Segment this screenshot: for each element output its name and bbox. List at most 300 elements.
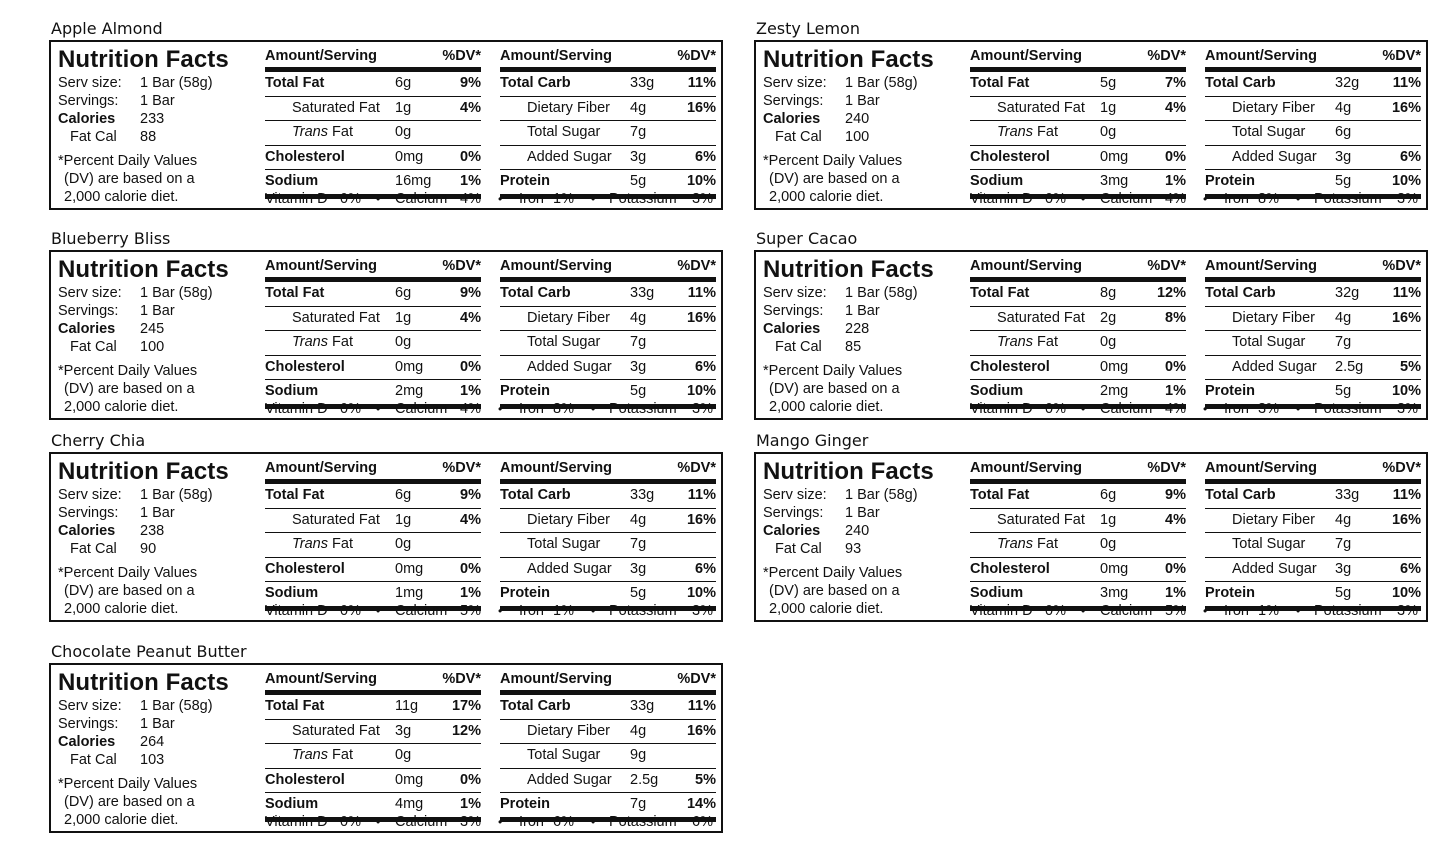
total-carb-label: Total Carb — [1205, 487, 1276, 503]
trans-fat-label — [292, 331, 353, 354]
column-header — [265, 256, 481, 282]
trans-fat-label — [292, 533, 353, 556]
serv-size-value: 1 Bar (58g) — [845, 75, 918, 91]
sodium-label: Sodium — [265, 383, 319, 399]
footnote-line: 2,000 calorie diet. — [769, 189, 884, 205]
added-sugar-row — [500, 146, 716, 171]
sodium-label: Sodium — [970, 585, 1024, 601]
sodium-amount: 3mg — [1100, 173, 1129, 189]
iron-label: Iron — [1224, 401, 1249, 417]
added-sugar-row — [1205, 558, 1421, 583]
iron-value: 1% — [553, 191, 574, 207]
fat-word: Fat — [328, 334, 353, 350]
total-sugar-row — [500, 533, 716, 558]
sodium-amount: 3mg — [1100, 585, 1129, 601]
total-carb-amount: 33g — [630, 75, 655, 91]
serv-size-label: Serv size: — [58, 487, 122, 503]
total-carb-label: Total Carb — [500, 285, 571, 301]
added-sugar-amount: 3g — [630, 560, 647, 577]
saturated-fat-amount: 1g — [395, 511, 412, 528]
nutrition-facts-title: Nutrition Facts — [58, 669, 229, 696]
saturated-fat-amount: 1g — [1100, 511, 1117, 528]
separator-dot: • — [591, 402, 596, 416]
column-header — [500, 669, 716, 695]
dv-header: %DV* — [1147, 460, 1186, 476]
trans-fat-amount: 0g — [1100, 536, 1117, 552]
cholesterol-row — [970, 146, 1186, 171]
total-sugar-label: Total Sugar — [527, 334, 601, 350]
calories-value: 238 — [140, 523, 165, 539]
cholesterol-row — [265, 356, 481, 381]
potassium-label: Potassium — [1314, 401, 1382, 417]
sodium-dv: 1% — [1165, 383, 1186, 399]
fat-nutrient-column — [970, 458, 1186, 611]
calories-label: Calories — [58, 523, 116, 539]
cholesterol-row — [265, 769, 481, 794]
trans-word: Trans — [997, 536, 1033, 552]
servings-label: Servings: — [763, 303, 824, 319]
vitamin-d-label: Vitamin D — [970, 401, 1033, 417]
dv-footnote — [58, 564, 258, 618]
potassium-label: Potassium — [609, 191, 677, 207]
trans-fat-label — [292, 121, 353, 144]
calories-value: 228 — [845, 321, 870, 337]
carb-nutrient-column — [1205, 256, 1421, 409]
trans-fat-row — [970, 121, 1186, 146]
total-carb-label: Total Carb — [500, 75, 571, 91]
serv-size-label: Serv size: — [58, 285, 122, 301]
dietary-fiber-amount: 4g — [1335, 99, 1352, 116]
sodium-dv: 1% — [460, 585, 481, 601]
fat-cal-label: Fat Cal — [70, 339, 117, 355]
vitamin-d-label: Vitamin D — [265, 401, 328, 417]
iron-label: Iron — [519, 814, 544, 830]
cholesterol-label: Cholesterol — [265, 148, 345, 165]
dv-header: %DV* — [677, 258, 716, 274]
trans-word: Trans — [292, 747, 328, 763]
trans-fat-amount: 0g — [395, 536, 412, 552]
carb-nutrient-column — [500, 46, 716, 199]
total-fat-dv: 9% — [460, 487, 481, 503]
dietary-fiber-label: Dietary Fiber — [527, 722, 610, 739]
serv-size-line — [58, 697, 258, 715]
total-sugar-label: Total Sugar — [1232, 124, 1306, 140]
total-carb-dv: 11% — [687, 75, 716, 91]
dietary-fiber-label: Dietary Fiber — [527, 99, 610, 116]
trans-fat-row — [265, 533, 481, 558]
sodium-amount: 2mg — [395, 383, 424, 399]
calcium-value: 4% — [460, 191, 481, 207]
product-name: Cherry Chia — [51, 431, 146, 450]
total-carb-dv: 11% — [1392, 75, 1421, 91]
calories-label: Calories — [763, 523, 821, 539]
footnote-line: *Percent Daily Values — [58, 565, 198, 581]
potassium-label: Potassium — [609, 401, 677, 417]
potassium-label: Potassium — [609, 814, 677, 830]
column-header — [1205, 46, 1421, 72]
cholesterol-label: Cholesterol — [265, 771, 345, 788]
protein-dv: 14% — [686, 796, 716, 812]
total-fat-dv: 9% — [1165, 487, 1186, 503]
potassium-value: 3% — [692, 401, 713, 417]
dietary-fiber-amount: 4g — [630, 511, 647, 528]
total-carb-amount: 33g — [1335, 487, 1360, 503]
iron-label: Iron — [1224, 191, 1249, 207]
nutrition-facts-label — [754, 250, 1428, 420]
saturated-fat-label: Saturated Fat — [997, 99, 1085, 116]
added-sugar-dv: 6% — [695, 148, 716, 165]
total-sugar-label: Total Sugar — [527, 536, 601, 552]
cholesterol-dv: 0% — [460, 358, 481, 375]
vitamin-d-value: 0% — [1045, 603, 1066, 619]
serv-size-label: Serv size: — [58, 698, 122, 714]
trans-fat-label — [997, 331, 1058, 354]
calcium-label: Calcium — [395, 814, 448, 830]
protein-dv: 10% — [686, 383, 716, 399]
separator-dot: • — [498, 402, 503, 416]
saturated-fat-row — [970, 509, 1186, 534]
vitamin-d-label: Vitamin D — [265, 814, 328, 830]
total-fat-row — [970, 72, 1186, 97]
potassium-label: Potassium — [609, 603, 677, 619]
servings-value: 1 Bar — [845, 303, 880, 319]
calories-value: 233 — [140, 111, 165, 127]
total-fat-dv: 9% — [460, 75, 481, 91]
product-name: Super Cacao — [756, 229, 858, 248]
calories-line — [58, 522, 258, 540]
fat-cal-label: Fat Cal — [775, 339, 822, 355]
dietary-fiber-label: Dietary Fiber — [527, 511, 610, 528]
fat-word: Fat — [328, 747, 353, 763]
dietary-fiber-row — [1205, 509, 1421, 534]
potassium-value: 3% — [1397, 401, 1418, 417]
fat-nutrient-column — [265, 46, 481, 199]
product-name: Zesty Lemon — [756, 19, 860, 38]
amount-serving-header: Amount/Serving — [500, 460, 612, 476]
fat-word: Fat — [1033, 536, 1058, 552]
calories-value: 264 — [140, 734, 165, 750]
potassium-value: 3% — [1397, 603, 1418, 619]
protein-amount: 5g — [1335, 173, 1352, 189]
servings-value: 1 Bar — [845, 505, 880, 521]
column-header — [265, 46, 481, 72]
total-sugar-amount: 7g — [630, 334, 647, 350]
iron-value: 8% — [553, 401, 574, 417]
column-header — [500, 256, 716, 282]
protein-amount: 5g — [1335, 383, 1352, 399]
amount-serving-header: Amount/Serving — [500, 258, 612, 274]
total-fat-amount: 5g — [1100, 75, 1117, 91]
saturated-fat-label: Saturated Fat — [997, 511, 1085, 528]
total-carb-amount: 32g — [1335, 75, 1360, 91]
calcium-label: Calcium — [395, 191, 448, 207]
cholesterol-row — [265, 146, 481, 171]
servings-label: Servings: — [58, 303, 119, 319]
total-sugar-amount: 7g — [630, 536, 647, 552]
footnote-line: (DV) are based on a — [769, 171, 900, 187]
vitamin-d-label: Vitamin D — [265, 603, 328, 619]
calcium-label: Calcium — [395, 603, 448, 619]
potassium-label: Potassium — [1314, 191, 1382, 207]
serv-size-line — [58, 284, 258, 302]
trans-word: Trans — [292, 334, 328, 350]
cholesterol-row — [970, 356, 1186, 381]
nutrition-facts-title: Nutrition Facts — [58, 256, 229, 283]
added-sugar-label: Added Sugar — [1232, 560, 1317, 577]
protein-amount: 7g — [630, 796, 647, 812]
total-sugar-row — [500, 121, 716, 146]
footnote-line: *Percent Daily Values — [58, 776, 198, 792]
total-sugar-label: Total Sugar — [1232, 536, 1306, 552]
nutrition-facts-title: Nutrition Facts — [58, 458, 229, 485]
cholesterol-amount: 0mg — [1100, 560, 1129, 577]
sodium-dv: 1% — [1165, 173, 1186, 189]
separator-dot: • — [591, 815, 596, 829]
sodium-dv: 1% — [1165, 585, 1186, 601]
saturated-fat-label: Saturated Fat — [997, 309, 1085, 326]
fat-cal-value: 85 — [845, 339, 862, 355]
serv-size-value: 1 Bar (58g) — [140, 285, 213, 301]
fat-cal-line — [763, 128, 963, 146]
amount-serving-header: Amount/Serving — [970, 258, 1082, 274]
dietary-fiber-dv: 16% — [686, 309, 716, 326]
amount-serving-header: Amount/Serving — [970, 48, 1082, 64]
protein-label: Protein — [1205, 585, 1255, 601]
dietary-fiber-amount: 4g — [630, 99, 647, 116]
sodium-dv: 1% — [460, 796, 481, 812]
calcium-label: Calcium — [395, 401, 448, 417]
label-summary-panel — [763, 46, 963, 206]
servings-line — [763, 302, 963, 320]
total-carb-row — [500, 72, 716, 97]
separator-dot: • — [1296, 604, 1301, 618]
dv-header: %DV* — [1382, 48, 1421, 64]
footnote-line: (DV) are based on a — [64, 381, 195, 397]
servings-value: 1 Bar — [140, 505, 175, 521]
dv-header: %DV* — [442, 460, 481, 476]
separator-dot: • — [1081, 192, 1086, 206]
total-carb-row — [500, 484, 716, 509]
saturated-fat-amount: 1g — [1100, 99, 1117, 116]
dv-header: %DV* — [677, 460, 716, 476]
added-sugar-amount: 3g — [630, 358, 647, 375]
carb-nutrient-column — [500, 669, 716, 822]
separator-dot: • — [1203, 402, 1208, 416]
label-summary-panel — [58, 669, 258, 829]
fat-nutrient-column — [265, 256, 481, 409]
servings-line — [58, 302, 258, 320]
separator-dot: • — [1296, 402, 1301, 416]
servings-line — [58, 504, 258, 522]
protein-label: Protein — [500, 383, 550, 399]
protein-dv: 10% — [1391, 383, 1421, 399]
vitamin-d-value: 0% — [340, 401, 361, 417]
total-fat-dv: 7% — [1165, 75, 1186, 91]
serv-size-value: 1 Bar (58g) — [845, 285, 918, 301]
sodium-dv: 1% — [460, 173, 481, 189]
nutrition-facts-title: Nutrition Facts — [58, 46, 229, 73]
calcium-value: 5% — [1165, 603, 1186, 619]
total-sugar-row — [1205, 331, 1421, 356]
calcium-value: 4% — [1165, 191, 1186, 207]
trans-word: Trans — [292, 124, 328, 140]
fat-word: Fat — [1033, 124, 1058, 140]
vitamins-minerals-line — [970, 190, 1422, 208]
total-fat-dv: 12% — [1156, 285, 1186, 301]
serv-size-line — [763, 284, 963, 302]
carb-nutrient-column — [1205, 458, 1421, 611]
total-carb-label: Total Carb — [500, 487, 571, 503]
total-sugar-row — [1205, 121, 1421, 146]
column-header — [970, 256, 1186, 282]
column-header — [265, 669, 481, 695]
added-sugar-amount: 3g — [630, 148, 647, 165]
footnote-line: 2,000 calorie diet. — [769, 601, 884, 617]
total-sugar-row — [1205, 533, 1421, 558]
fat-nutrient-column — [970, 256, 1186, 409]
fat-cal-value: 93 — [845, 541, 862, 557]
added-sugar-dv: 6% — [1400, 148, 1421, 165]
cholesterol-dv: 0% — [1165, 358, 1186, 375]
total-sugar-amount: 7g — [630, 124, 647, 140]
vitamins-minerals-line — [970, 602, 1422, 620]
total-fat-label: Total Fat — [265, 487, 325, 503]
trans-fat-amount: 0g — [395, 747, 412, 763]
dietary-fiber-row — [1205, 97, 1421, 122]
serv-size-line — [58, 486, 258, 504]
servings-label: Servings: — [763, 505, 824, 521]
added-sugar-label: Added Sugar — [527, 358, 612, 375]
saturated-fat-dv: 4% — [460, 309, 481, 326]
added-sugar-amount: 2.5g — [630, 771, 659, 788]
total-carb-row — [1205, 72, 1421, 97]
nutrition-facts-label — [49, 40, 723, 210]
servings-label: Servings: — [763, 93, 824, 109]
added-sugar-dv: 5% — [695, 771, 716, 788]
saturated-fat-dv: 4% — [1165, 511, 1186, 528]
serv-size-label: Serv size: — [763, 285, 827, 301]
total-sugar-amount: 6g — [1335, 124, 1352, 140]
separator-dot: • — [498, 604, 503, 618]
fat-cal-line — [58, 338, 258, 356]
added-sugar-dv: 6% — [1400, 560, 1421, 577]
saturated-fat-label: Saturated Fat — [292, 99, 380, 116]
footnote-line: *Percent Daily Values — [58, 363, 198, 379]
total-carb-row — [500, 695, 716, 720]
separator-dot: • — [498, 815, 503, 829]
column-header — [1205, 256, 1421, 282]
dietary-fiber-dv: 16% — [686, 511, 716, 528]
dv-header: %DV* — [442, 258, 481, 274]
servings-value: 1 Bar — [845, 93, 880, 109]
iron-value: 1% — [1258, 603, 1279, 619]
serv-size-value: 1 Bar (58g) — [140, 75, 213, 91]
footnote-line: (DV) are based on a — [64, 171, 195, 187]
dv-footnote — [58, 152, 258, 206]
total-carb-label: Total Carb — [1205, 285, 1276, 301]
dietary-fiber-dv: 16% — [686, 722, 716, 739]
amount-serving-header: Amount/Serving — [1205, 48, 1317, 64]
sodium-label: Sodium — [265, 173, 319, 189]
sodium-amount: 1mg — [395, 585, 424, 601]
serv-size-label: Serv size: — [58, 75, 122, 91]
footnote-line: (DV) are based on a — [769, 583, 900, 599]
iron-label: Iron — [519, 191, 544, 207]
iron-value: 8% — [1258, 191, 1279, 207]
saturated-fat-dv: 4% — [460, 99, 481, 116]
carb-nutrient-column — [1205, 46, 1421, 199]
separator-dot: • — [376, 192, 381, 206]
nutrition-facts-title: Nutrition Facts — [763, 256, 934, 283]
potassium-value: 3% — [1397, 191, 1418, 207]
total-fat-label: Total Fat — [970, 285, 1030, 301]
serv-size-label: Serv size: — [763, 75, 827, 91]
iron-label: Iron — [519, 401, 544, 417]
dietary-fiber-dv: 16% — [686, 99, 716, 116]
total-fat-row — [970, 282, 1186, 307]
saturated-fat-row — [265, 509, 481, 534]
vitamin-d-label: Vitamin D — [970, 603, 1033, 619]
potassium-value: 3% — [692, 603, 713, 619]
saturated-fat-row — [265, 97, 481, 122]
serv-size-label: Serv size: — [763, 487, 827, 503]
product-name: Chocolate Peanut Butter — [51, 642, 247, 661]
total-carb-amount: 33g — [630, 285, 655, 301]
dietary-fiber-amount: 4g — [630, 309, 647, 326]
total-fat-amount: 6g — [395, 487, 412, 503]
label-summary-panel — [763, 458, 963, 618]
footnote-line: 2,000 calorie diet. — [64, 601, 179, 617]
calories-line — [763, 522, 963, 540]
total-carb-dv: 11% — [687, 698, 716, 714]
trans-fat-row — [970, 331, 1186, 356]
total-fat-label: Total Fat — [265, 285, 325, 301]
saturated-fat-label: Saturated Fat — [292, 722, 380, 739]
total-sugar-amount: 9g — [630, 747, 647, 763]
dv-header: %DV* — [442, 48, 481, 64]
added-sugar-dv: 6% — [695, 358, 716, 375]
saturated-fat-dv: 8% — [1165, 309, 1186, 326]
iron-value: 1% — [553, 603, 574, 619]
total-fat-row — [970, 484, 1186, 509]
footnote-line: 2,000 calorie diet. — [769, 399, 884, 415]
total-carb-amount: 33g — [630, 698, 655, 714]
saturated-fat-amount: 3g — [395, 722, 412, 739]
total-sugar-amount: 7g — [1335, 536, 1352, 552]
servings-value: 1 Bar — [140, 93, 175, 109]
cholesterol-row — [970, 558, 1186, 583]
dv-footnote — [763, 564, 963, 618]
vitamins-minerals-line — [265, 602, 717, 620]
protein-dv: 10% — [1391, 585, 1421, 601]
total-fat-row — [265, 72, 481, 97]
vitamin-d-label: Vitamin D — [970, 191, 1033, 207]
sodium-label: Sodium — [265, 585, 319, 601]
added-sugar-row — [1205, 356, 1421, 381]
sodium-dv: 1% — [460, 383, 481, 399]
cholesterol-amount: 0mg — [395, 358, 424, 375]
potassium-label: Potassium — [1314, 603, 1382, 619]
calories-label: Calories — [763, 111, 821, 127]
added-sugar-dv: 5% — [1400, 358, 1421, 375]
added-sugar-row — [1205, 146, 1421, 171]
amount-serving-header: Amount/Serving — [265, 48, 377, 64]
total-fat-amount: 11g — [395, 698, 419, 714]
fat-cal-value: 90 — [140, 541, 157, 557]
fat-cal-label: Fat Cal — [775, 541, 822, 557]
saturated-fat-dv: 4% — [1165, 99, 1186, 116]
serv-size-line — [763, 486, 963, 504]
